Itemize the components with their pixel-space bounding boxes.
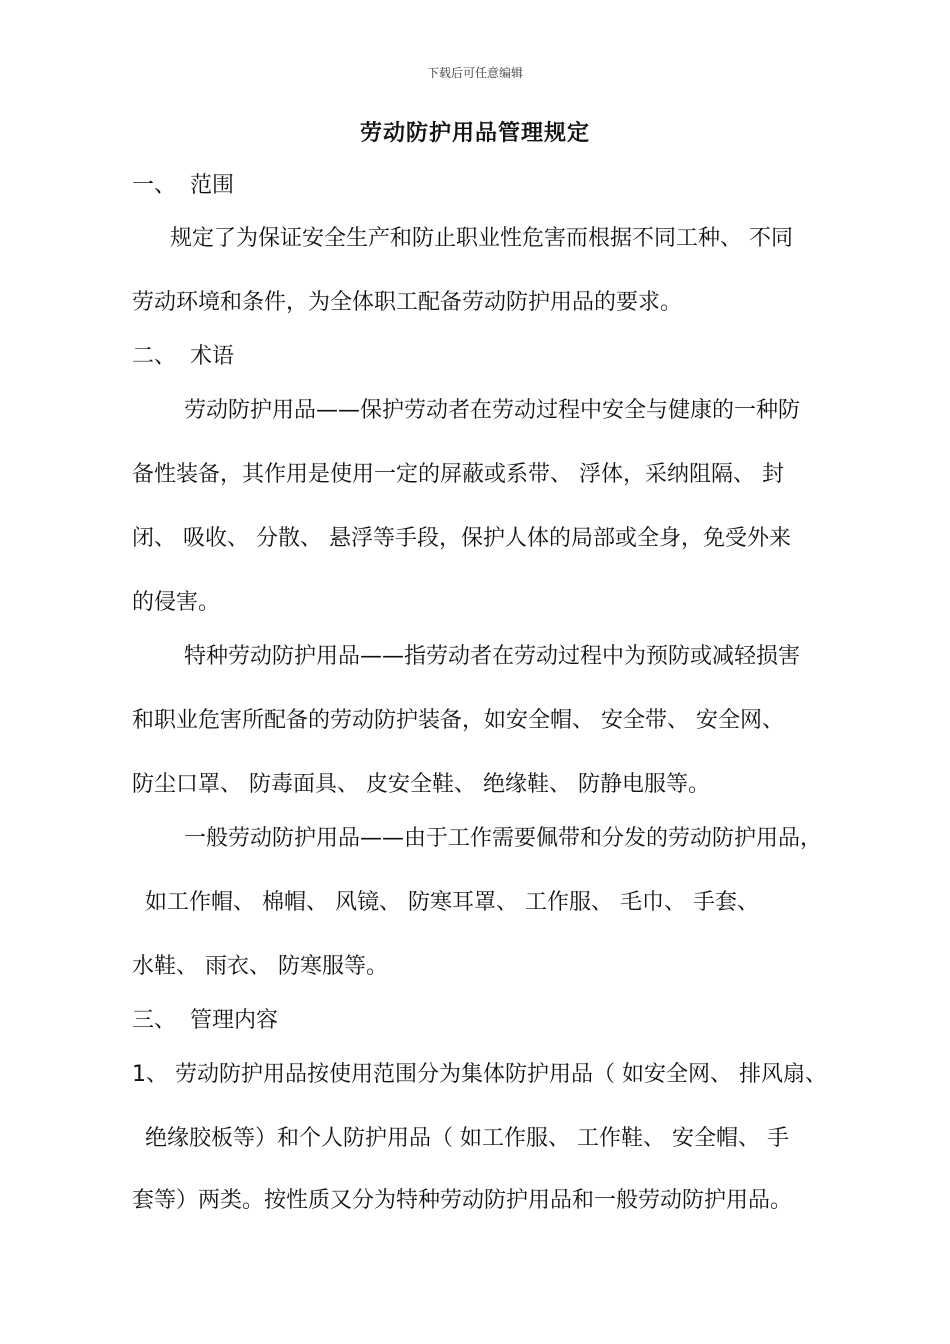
section-title: 范围 xyxy=(190,173,235,198)
paragraph-line: 备性装备，其作用是使用一定的屏蔽或系带、 浮体，采纳阻隔、 封 xyxy=(132,462,784,487)
paragraph-line: 如工作帽、 棉帽、 风镜、 防寒耳罩、 工作服、 毛巾、 手套、 xyxy=(145,890,759,915)
section-heading-scope xyxy=(132,171,234,201)
paragraph-line: 1、 劳动防护用品按使用范围分为集体防护用品（ 如安全网、 排风扇、 xyxy=(132,1062,827,1087)
paragraph-line: 特种劳动防护用品——指劳动者在劳动过程中为预防或减轻损害 xyxy=(184,644,801,669)
paragraph-line: 劳动环境和条件，为全体职工配备劳动防护用品的要求。 xyxy=(132,290,683,315)
paragraph-line: 水鞋、 雨衣、 防寒服等。 xyxy=(132,954,388,979)
paragraph-line: 一般劳动防护用品——由于工作需要佩带和分发的劳动防护用品， xyxy=(184,826,823,851)
section-number: 三、 xyxy=(132,1008,177,1033)
paragraph-line: 的侵害。 xyxy=(132,590,221,615)
section-title: 术语 xyxy=(190,344,235,369)
paragraph-line: 防尘口罩、 防毒面具、 皮安全鞋、 绝缘鞋、 防静电服等。 xyxy=(132,772,710,797)
paragraph-line: 套等）两类。按性质又分为特种劳动防护用品和一般劳动防护用品。 xyxy=(132,1188,793,1213)
paragraph-line: 规定了为保证安全生产和防止职业性危害而根据不同工种、 不同 xyxy=(170,226,793,251)
paragraph-line: 劳动防护用品——保护劳动者在劳动过程中安全与健康的一种防 xyxy=(184,398,801,423)
section-number: 一、 xyxy=(132,173,177,198)
section-title: 管理内容 xyxy=(190,1008,279,1033)
paragraph-line: 绝缘胶板等）和个人防护用品（ 如工作服、 工作鞋、 安全帽、 手 xyxy=(145,1126,789,1151)
section-heading-management xyxy=(132,1006,278,1036)
section-number: 二、 xyxy=(132,344,177,369)
paragraph-line: 闭、 吸收、 分散、 悬浮等手段，保护人体的局部或全身，免受外来 xyxy=(132,526,791,551)
paragraph-line: 和职业危害所配备的劳动防护装备，如安全帽、 安全带、 安全网、 xyxy=(132,708,784,733)
section-heading-terms xyxy=(132,342,234,372)
page-title: 劳动防护用品管理规定 xyxy=(359,121,590,146)
page-header: 下载后可任意编辑 xyxy=(426,66,523,80)
